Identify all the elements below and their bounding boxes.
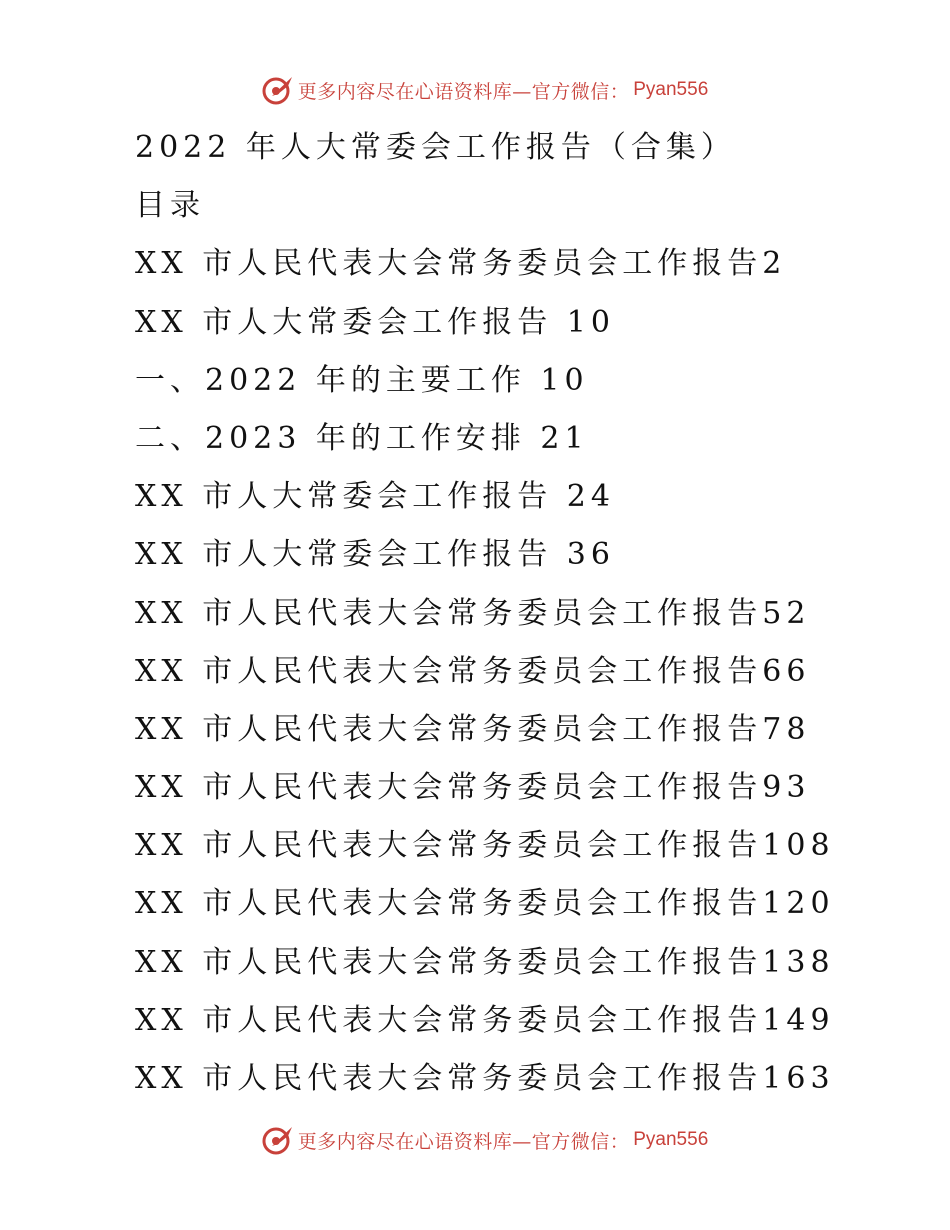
toc-entry-title: XX 市人民代表大会常务委员会工作报告 [135, 1002, 763, 1038]
toc-entry-title: XX 市人大常委会工作报告 [135, 304, 553, 340]
toc-entry-page: 163 [762, 1061, 835, 1096]
toc-entry-title: XX 市人民代表大会常务委员会工作报告 [135, 653, 763, 689]
watermark-text: 更多内容尽在心语资料库—官方微信： [297, 80, 630, 103]
toc-entry[interactable] [135, 701, 915, 759]
toc-entry-title: 二、2023 年的工作安排 [135, 420, 526, 456]
toc-entry[interactable] [135, 992, 915, 1050]
toc-entry-title: XX 市人民代表大会常务委员会工作报告 [135, 595, 763, 631]
toc-entry-title: XX 市人民代表大会常务委员会工作报告 [135, 711, 763, 747]
toc-entry[interactable] [135, 1050, 915, 1108]
toc-entry[interactable] [135, 817, 915, 875]
toc-entry-page: 149 [762, 1002, 835, 1038]
toc-entry-title: XX 市人民代表大会常务委员会工作报告 [135, 770, 763, 806]
toc-heading: 目录 [135, 188, 205, 224]
toc-entry-title: XX 市人民代表大会常务委员会工作报告 [135, 246, 763, 282]
watermark-text: 更多内容尽在心语资料库—官方微信： [297, 1130, 630, 1153]
toc-entry-title: XX 市人民代表大会常务委员会工作报告 [135, 828, 763, 864]
toc-entry[interactable] [135, 934, 915, 992]
toc-entry-page: 24 [552, 479, 615, 515]
toc-entry-title: XX 市人大常委会工作报告 [135, 479, 553, 515]
watermark-group [262, 74, 709, 106]
toc-entry-page: 10 [552, 304, 615, 340]
toc-entry[interactable] [135, 410, 915, 468]
toc-entry-page: 120 [762, 886, 835, 922]
toc-entry-page: 10 [525, 362, 589, 398]
watermark-group [262, 1124, 709, 1156]
toc-entry-title: XX 市人民代表大会常务委员会工作报告 [135, 886, 763, 922]
quill-pen-logo-icon [262, 74, 294, 106]
toc-entry-page: 36 [552, 537, 615, 573]
footer-watermark [0, 1120, 950, 1160]
toc-entry-page: 78 [762, 711, 811, 747]
toc-entry[interactable] [135, 352, 915, 410]
toc-entry[interactable] [135, 235, 915, 293]
toc-entry-page: 21 [525, 420, 589, 456]
watermark-brand: Pyan556 [633, 79, 709, 100]
toc-entry[interactable] [135, 875, 915, 933]
toc-entry-page: 66 [762, 653, 811, 689]
header-watermark [0, 70, 950, 110]
toc-entry-page: 2 [762, 246, 787, 282]
toc-entry-title: XX 市人大常委会工作报告 [135, 537, 553, 573]
toc-entry-title: XX 市人民代表大会常务委员会工作报告 [135, 944, 763, 980]
quill-pen-logo-icon [262, 1124, 294, 1156]
toc-entry[interactable] [135, 643, 915, 701]
toc-entry-page: 138 [762, 944, 835, 980]
document-title: 2022 年人大常委会工作报告（合集） [135, 130, 736, 165]
toc-entry[interactable] [135, 468, 915, 526]
toc-list [135, 235, 915, 1108]
watermark-brand: Pyan556 [633, 1129, 709, 1150]
toc-entry-page: 52 [762, 595, 811, 631]
toc-entry-page: 108 [762, 828, 835, 864]
toc-entry[interactable] [135, 585, 915, 643]
toc-entry[interactable] [135, 526, 915, 584]
toc-entry-title: XX 市人民代表大会常务委员会工作报告 [135, 1061, 763, 1096]
toc-entry[interactable] [135, 294, 915, 352]
toc-entry-page: 93 [762, 770, 811, 806]
document-body [135, 119, 915, 1108]
toc-entry-title: 一、2022 年的主要工作 [135, 362, 526, 398]
toc-entry[interactable] [135, 759, 915, 817]
